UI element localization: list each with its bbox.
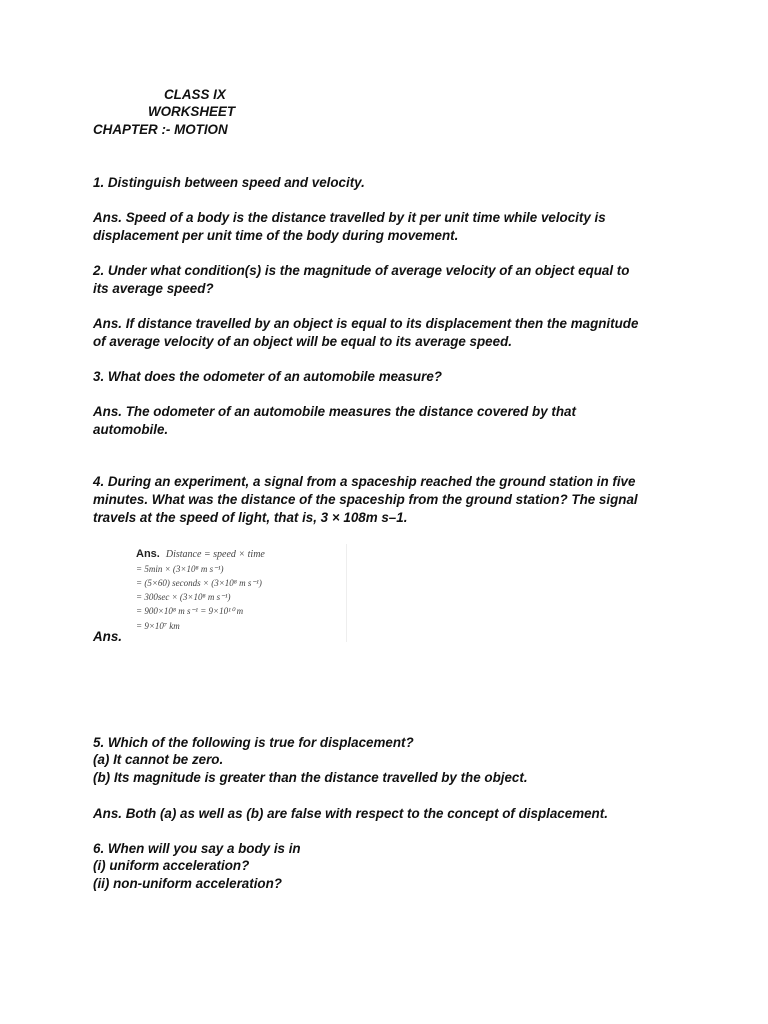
- q3-answer-line1: Ans. The odometer of an automobile measures the distance covered by that: [93, 404, 576, 419]
- q4-answer-label: Ans.: [93, 629, 123, 644]
- q2-question-line2: its average speed?: [93, 281, 214, 296]
- q6-question: 6. When will you say a body is in: [93, 841, 301, 856]
- q5-answer: Ans. Both (a) as well as (b) are false with respect to the concept of displacement.: [93, 806, 608, 821]
- answer-image-formula: Distance = speed × time: [165, 549, 265, 560]
- q4-question-line1: 4. During an experiment, a signal from a spaceship reached the ground station in five: [93, 474, 636, 489]
- q3-answer-line2: automobile.: [93, 422, 169, 437]
- q1-answer-line1: Ans. Speed of a body is the distance travelled by it per unit time while velocity is: [93, 210, 606, 225]
- answer-step: = 5min × (3×10⁸ m s⁻¹): [136, 564, 224, 574]
- q4-answer-image: [128, 544, 347, 642]
- worksheet-heading: WORKSHEET: [148, 104, 236, 119]
- answer-image-heading: [136, 548, 265, 560]
- answer-step: = 900×10⁸ m s⁻¹ = 9×10¹⁰ m: [136, 606, 244, 616]
- q4-question-line3: travels at the speed of light, that is, 3 × 108m s–1.: [93, 510, 408, 525]
- q2-answer-line2: of average velocity of an object will be equal to its average speed.: [93, 334, 512, 349]
- chapter-heading: CHAPTER :- MOTION: [93, 122, 228, 137]
- answer-step: = 300sec × (3×10⁸ m s⁻¹): [136, 592, 231, 602]
- q1-answer-line2: displacement per unit time of the body during movement.: [93, 228, 459, 243]
- q5-option-a: (a) It cannot be zero.: [93, 752, 224, 767]
- q6-option-i: (i) uniform acceleration?: [93, 858, 250, 873]
- q3-question: 3. What does the odometer of an automobile measure?: [93, 369, 442, 384]
- q2-question-line1: 2. Under what condition(s) is the magnitude of average velocity of an object equal to: [93, 263, 630, 278]
- answer-image-label: Ans.: [136, 548, 160, 560]
- class-heading: CLASS IX: [164, 87, 226, 102]
- q2-answer-line1: Ans. If distance travelled by an object is equal to its displacement then the magnitude: [93, 316, 639, 331]
- answer-step: = (5×60) seconds × (3×10⁸ m s⁻¹): [136, 578, 262, 588]
- q1-question: 1. Distinguish between speed and velocity.: [93, 175, 365, 190]
- q6-option-ii: (ii) non-uniform acceleration?: [93, 876, 282, 891]
- answer-step: = 9×10⁷ km: [136, 621, 180, 631]
- q5-option-b: (b) Its magnitude is greater than the distance travelled by the object.: [93, 770, 528, 785]
- q5-question: 5. Which of the following is true for displacement?: [93, 735, 414, 750]
- q4-question-line2: minutes. What was the distance of the spaceship from the ground station? The signal: [93, 492, 638, 507]
